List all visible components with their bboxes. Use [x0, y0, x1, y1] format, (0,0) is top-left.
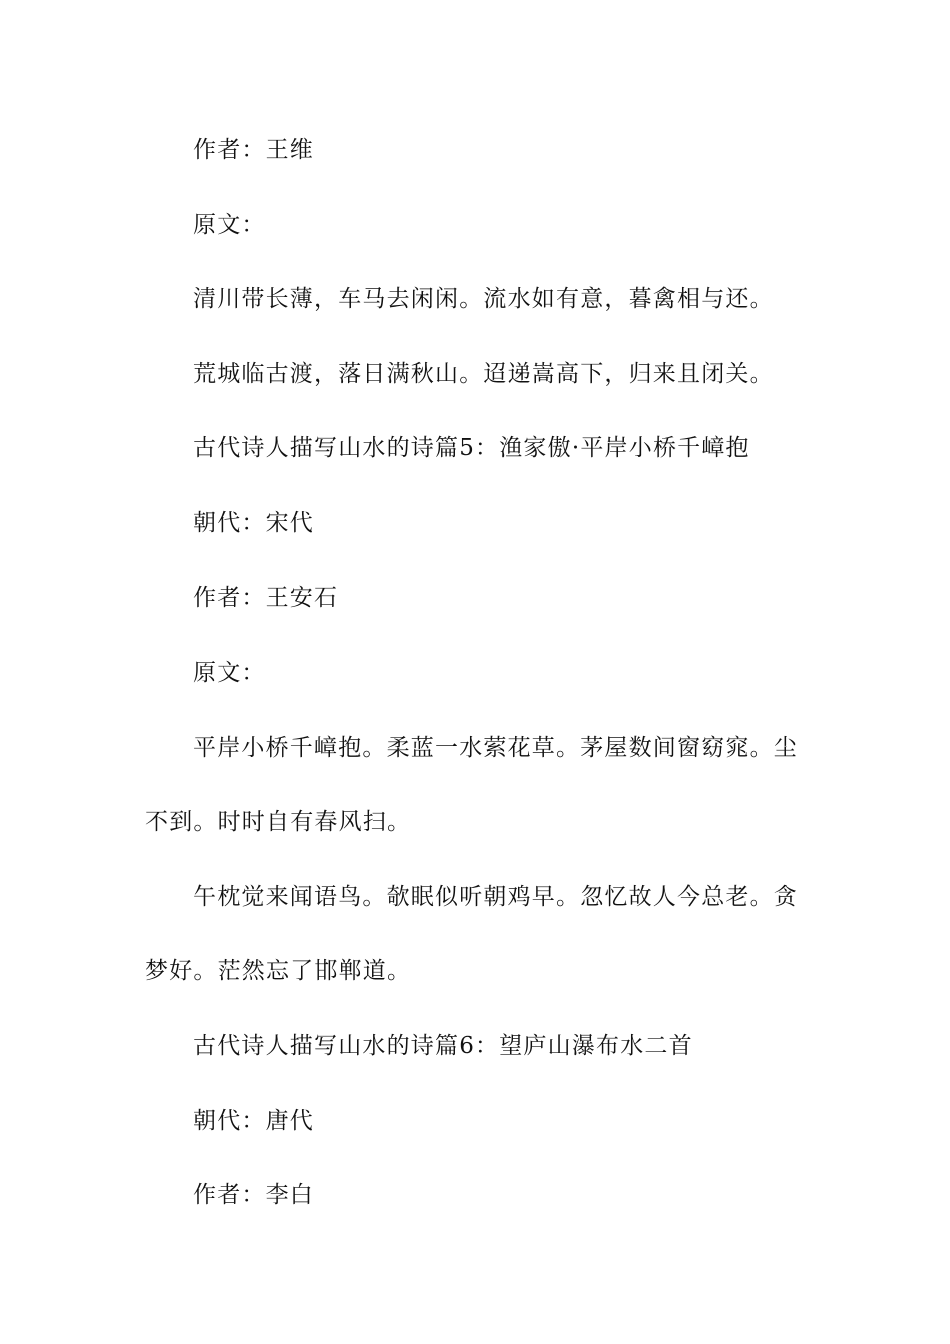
- author-line: 作者：王安石: [193, 585, 339, 611]
- poem-line-continuation: 梦好。茫然忘了邯郸道。: [145, 958, 412, 984]
- poem-line: 平岸小桥千嶂抱。柔蓝一水萦花草。茅屋数间窗窈窕。尘: [193, 735, 798, 761]
- author-line-wang-wei: 作者：王维: [193, 137, 314, 163]
- section-heading: 古代诗人描写山水的诗篇5：渔家傲·平岸小桥千嶂抱: [193, 435, 750, 461]
- poem-line: 荒城临古渡，落日满秋山。迢递嵩高下，归来且闭关。: [193, 361, 774, 387]
- original-text-label: 原文：: [193, 660, 266, 686]
- dynasty-line: 朝代：唐代: [193, 1108, 314, 1134]
- section-heading: 古代诗人描写山水的诗篇6：望庐山瀑布水二首: [193, 1033, 693, 1059]
- original-text-label: 原文：: [193, 212, 266, 238]
- dynasty-line: 朝代：宋代: [193, 510, 314, 536]
- poem-line: 午枕觉来闻语鸟。欹眠似听朝鸡早。忽忆故人今总老。贪: [193, 884, 798, 910]
- author-line: 作者：李白: [193, 1182, 314, 1208]
- poem-line-continuation: 不到。时时自有春风扫。: [145, 809, 412, 835]
- poem-line: 清川带长薄，车马去闲闲。流水如有意，暮禽相与还。: [193, 286, 774, 312]
